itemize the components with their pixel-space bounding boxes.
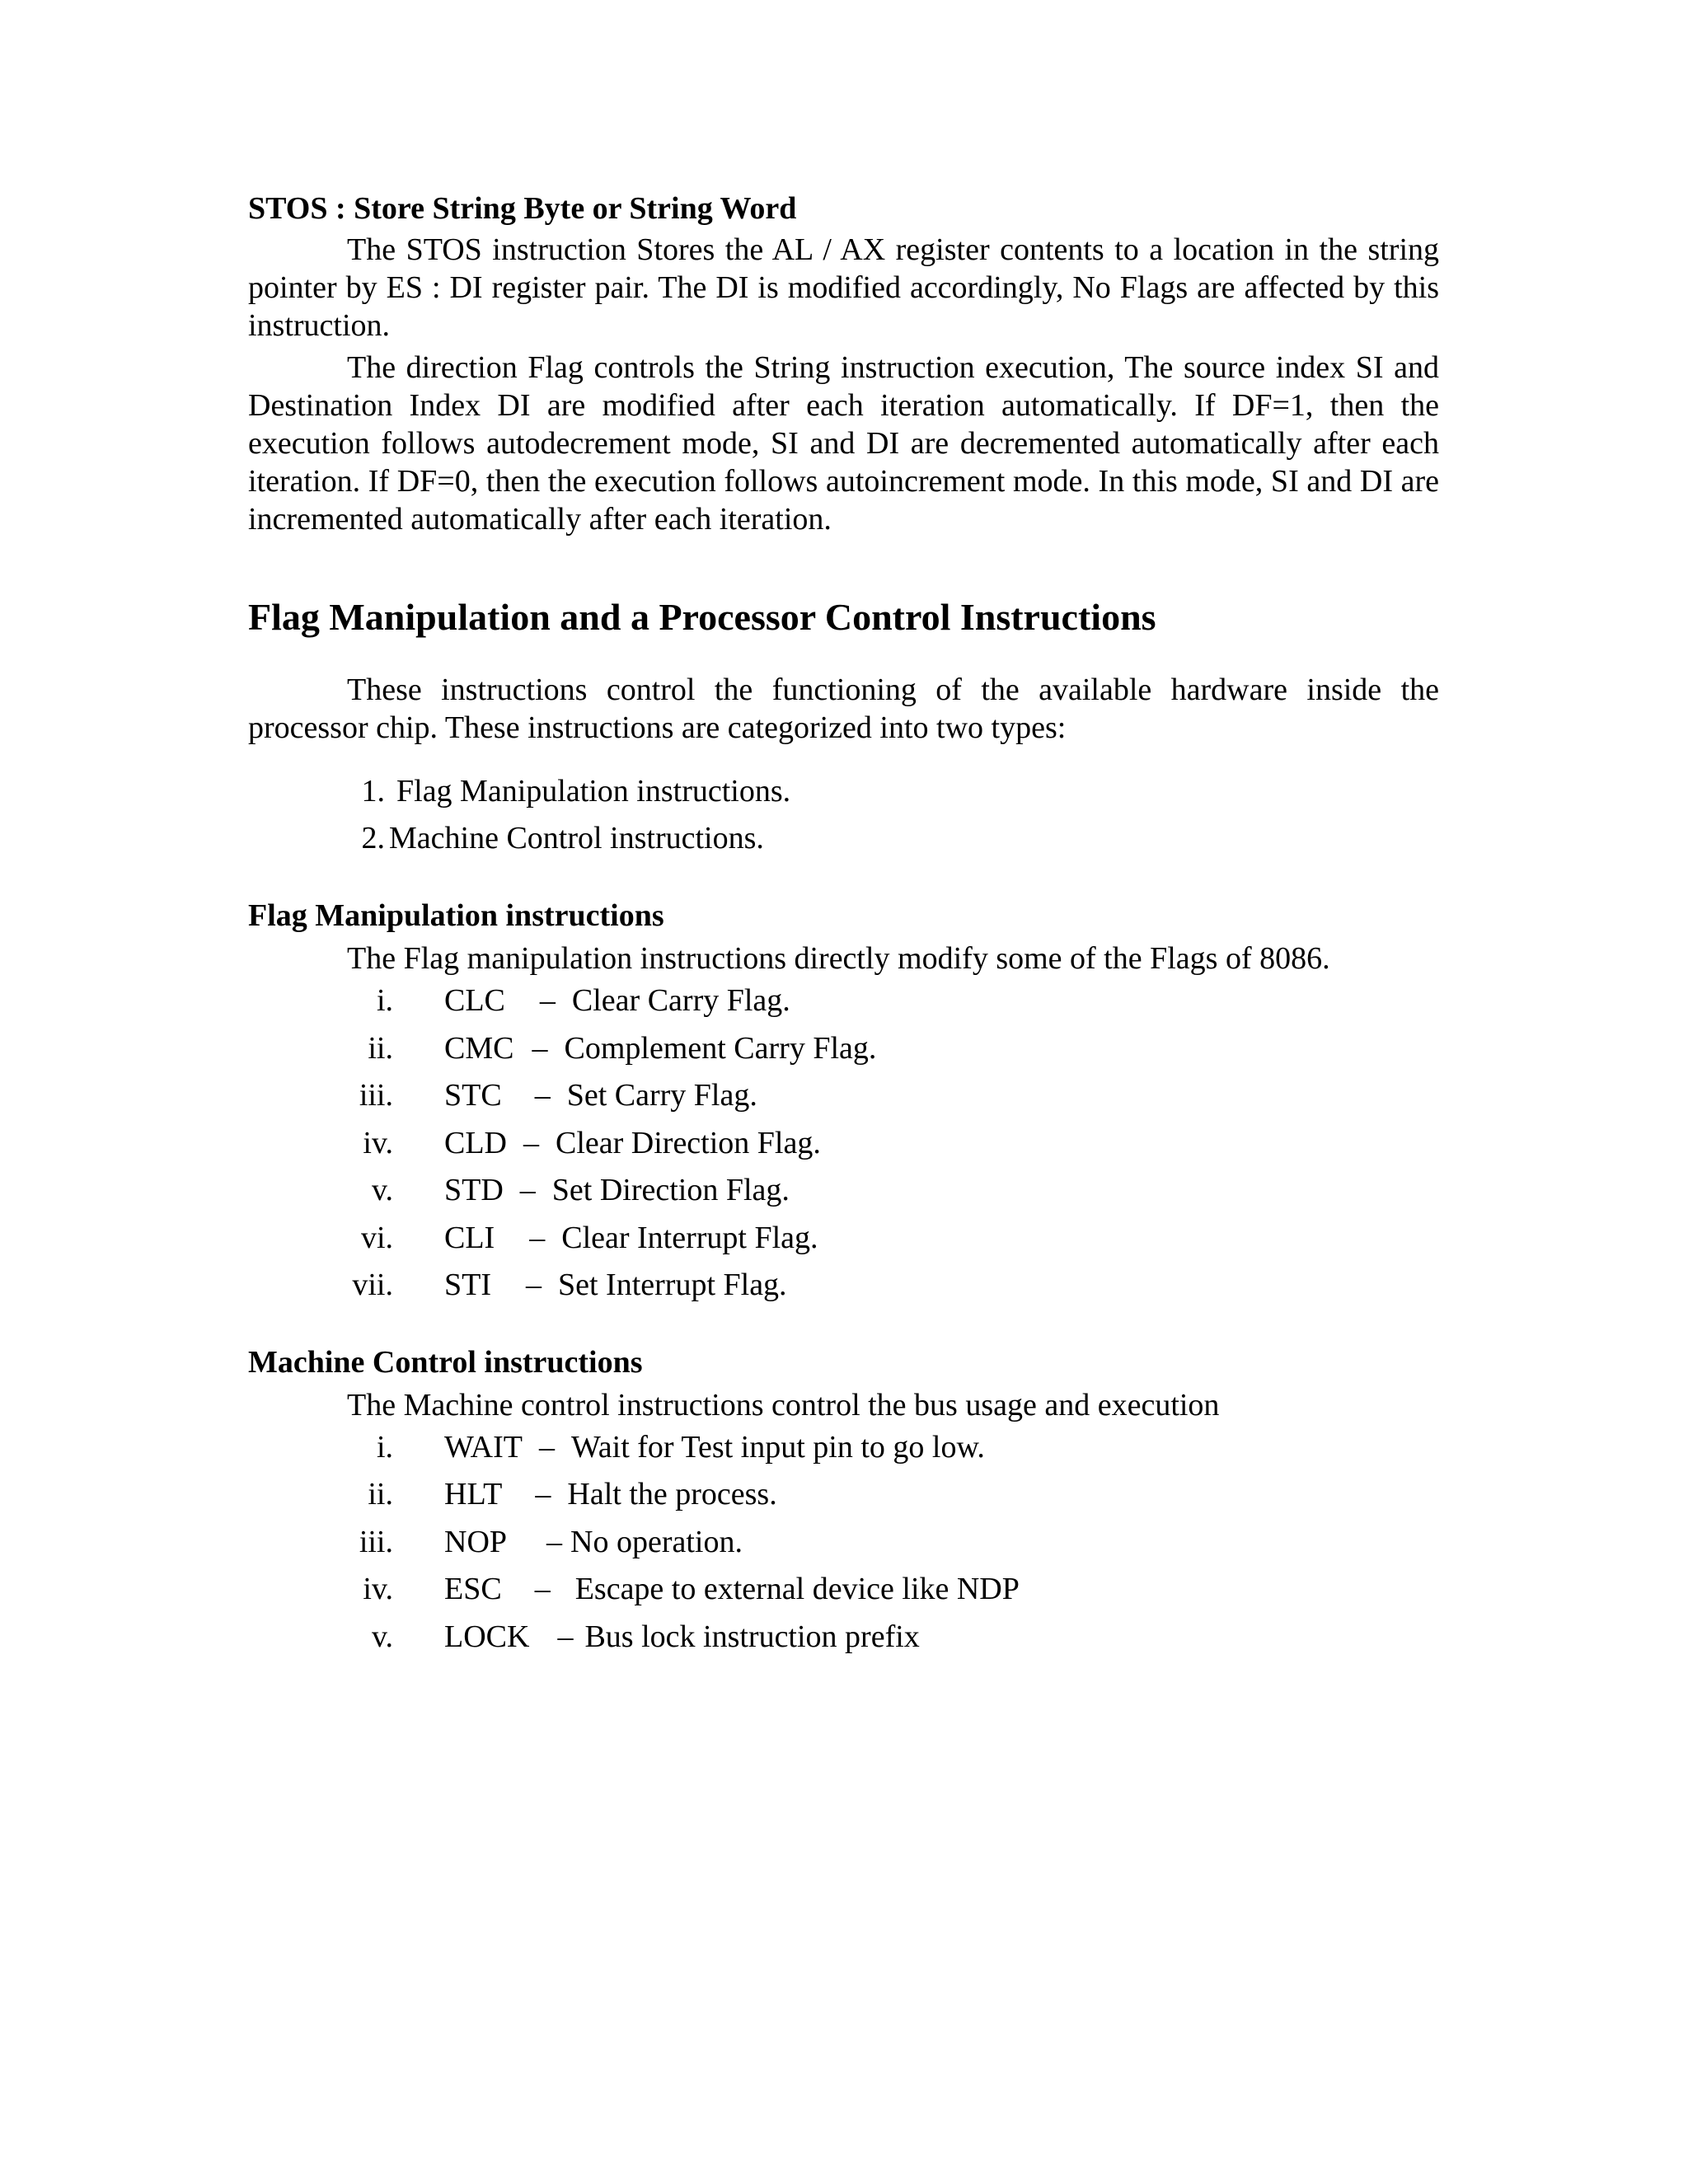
flag-heading: Flag Manipulation instructions: [248, 898, 664, 933]
list-number: ii.: [368, 1477, 393, 1511]
mnemonic: CLD: [444, 1125, 507, 1160]
dash: –: [532, 1030, 548, 1066]
stos-heading: STOS : Store String Byte or String Word: [248, 191, 797, 226]
list-number: iii.: [359, 1524, 393, 1559]
mnemonic: CLI: [444, 1220, 495, 1255]
description: Clear Interrupt Flag.: [561, 1220, 818, 1255]
description: Escape to external device like NDP: [574, 1572, 1020, 1606]
list-item: [1, 768, 1439, 815]
mnemonic: WAIT: [444, 1429, 523, 1465]
mnemonic: STD: [444, 1173, 504, 1207]
list-item: [248, 1072, 1439, 1120]
list-text: Flag Manipulation instructions.: [396, 774, 791, 808]
dash: –: [534, 1078, 551, 1113]
machine-instruction-list: [248, 1424, 1439, 1661]
list-number: iv.: [363, 1572, 393, 1606]
mnemonic: CMC: [444, 1030, 514, 1066]
dash: –: [534, 1572, 551, 1606]
description: Clear Carry Flag.: [571, 983, 790, 1018]
list-item: [248, 1614, 1439, 1661]
mnemonic: STI: [444, 1268, 491, 1302]
dash: –: [538, 1429, 555, 1465]
list-item: [248, 1025, 1439, 1073]
description: Complement Carry Flag.: [564, 1030, 877, 1066]
list-number: vi.: [360, 1220, 393, 1255]
mnemonic: ESC: [444, 1572, 502, 1606]
stos-paragraph-1: The STOS instruction Stores the AL / AX register contents to a location in the string pointer by ES : DI register pair. The DI is modified accordingly, No Flags are affected by this instruction.: [248, 232, 1439, 343]
description: Set Direction Flag.: [551, 1173, 790, 1207]
list-number: vii.: [352, 1268, 393, 1302]
list-item: [248, 1215, 1439, 1263]
stos-paragraph-2: The direction Flag controls the String instruction execution, The source index SI and Destination Index DI are modified after each iteration automatically. If DF=1, then the execution follows autodecrement mode, SI and DI are decremented automatically after each iteration. If DF=0, then the execution follows autoincrement mode. In this mode, SI and DI are incremented automatically after each iteration.: [248, 350, 1439, 537]
dash: –: [529, 1220, 546, 1255]
list-item: [248, 1120, 1439, 1168]
dash: –: [523, 1125, 539, 1160]
mnemonic: CLC: [444, 983, 505, 1018]
list-item: [248, 1262, 1439, 1310]
list-number: 1.: [361, 774, 385, 808]
list-number: 2.: [361, 821, 385, 855]
list-number: v.: [371, 1173, 393, 1207]
section-title: Flag Manipulation and a Processor Control Instructions: [248, 596, 1156, 638]
list-item: [248, 1566, 1439, 1614]
list-item: [248, 1519, 1439, 1567]
list-item: [248, 1424, 1439, 1472]
description: No operation.: [570, 1524, 743, 1559]
flag-instruction-list: [248, 977, 1439, 1310]
machine-heading: Machine Control instructions: [248, 1344, 643, 1380]
list-number: i.: [376, 1429, 393, 1465]
dash: –: [546, 1524, 563, 1559]
list-item: [248, 1471, 1439, 1519]
mnemonic: HLT: [444, 1477, 503, 1511]
list-number: iv.: [363, 1125, 393, 1160]
description: Clear Direction Flag.: [556, 1125, 821, 1160]
description: Set Interrupt Flag.: [558, 1268, 787, 1302]
list-number: ii.: [368, 1030, 393, 1066]
list-item: [1, 815, 1439, 862]
list-number: v.: [371, 1619, 393, 1654]
flag-intro: The Flag manipulation instructions directly modify some of the Flags of 8086.: [347, 941, 1330, 976]
description: Halt the process.: [567, 1477, 777, 1511]
list-item: [248, 977, 1439, 1025]
machine-intro: The Machine control instructions control the bus usage and execution: [347, 1387, 1220, 1422]
dash: –: [535, 1477, 551, 1511]
list-text: Machine Control instructions.: [389, 821, 764, 855]
dash: –: [557, 1619, 574, 1654]
list-number: iii.: [359, 1078, 393, 1113]
page-content: [248, 190, 1439, 1661]
mnemonic: STC: [444, 1078, 502, 1113]
description: Wait for Test input pin to go low.: [570, 1429, 985, 1465]
dash: –: [519, 1173, 536, 1207]
dash: –: [539, 983, 556, 1018]
list-number: i.: [376, 983, 393, 1018]
types-list: [1, 768, 1439, 862]
list-item: [248, 1167, 1439, 1215]
description: Set Carry Flag.: [566, 1078, 757, 1113]
mnemonic: LOCK: [444, 1619, 530, 1654]
mnemonic: NOP: [444, 1524, 508, 1559]
dash: –: [526, 1268, 542, 1302]
section-paragraph: These instructions control the functioning of the available hardware inside the processor chip. These instructions are categorized into two types:: [248, 673, 1439, 745]
description: Bus lock instruction prefix: [584, 1619, 920, 1654]
